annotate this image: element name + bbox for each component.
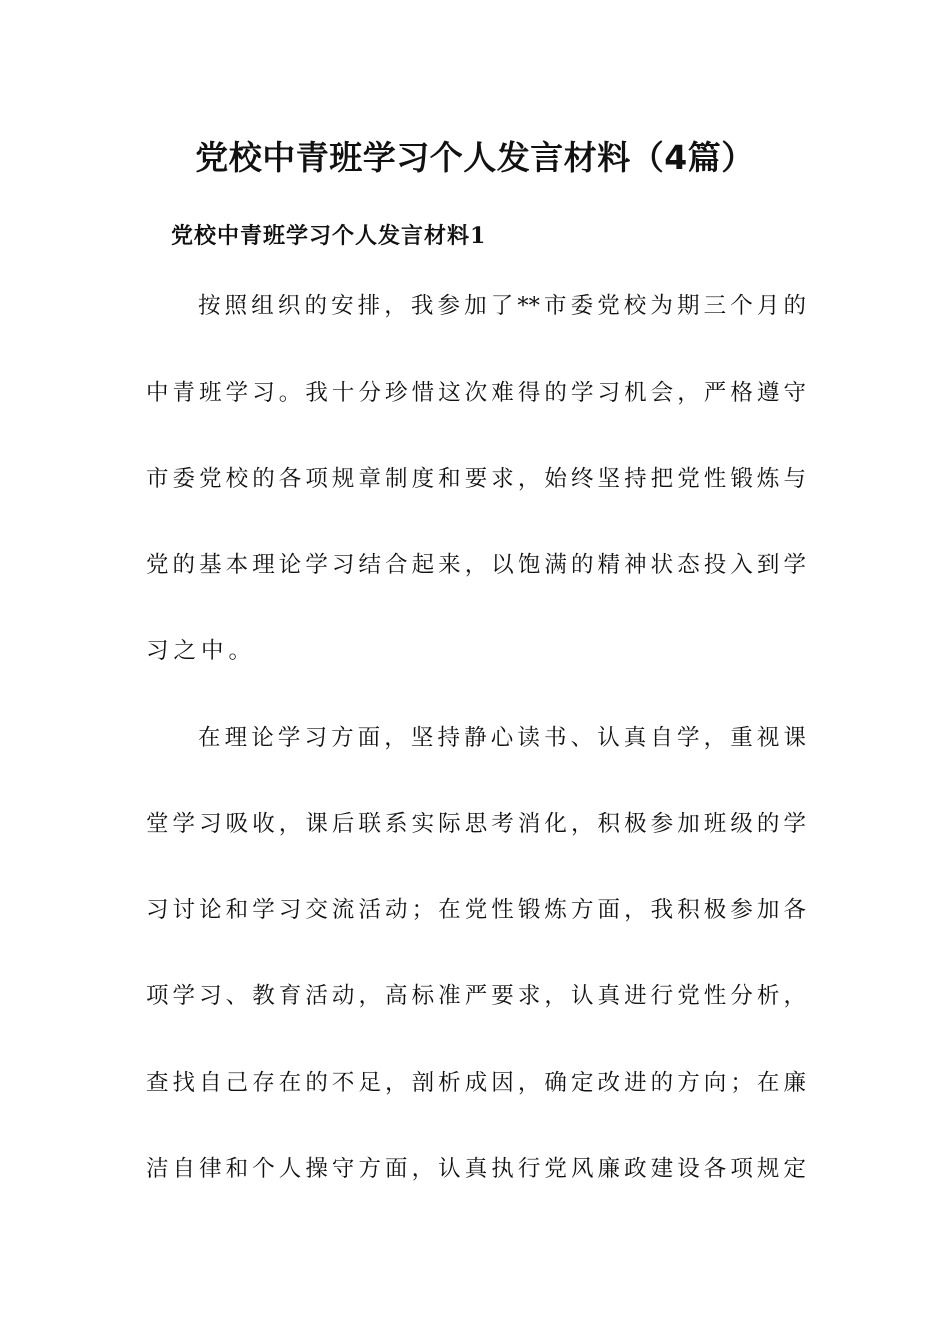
paragraph-1-line-4: 党的基本理论学习结合起来，以饱满的精神状态投入到学: [146, 552, 806, 578]
document-title: 党校中青班学习个人发言材料（4篇）: [195, 138, 755, 177]
paragraph-1-line-3: 市委党校的各项规章制度和要求，始终坚持把党性锻炼与: [146, 466, 806, 492]
paragraph-2-line-3: 习讨论和学习交流活动；在党性锻炼方面，我积极参加各: [146, 897, 806, 923]
section-title: 党校中青班学习个人发言材料1: [171, 223, 487, 249]
paragraph-1-line-2: 中青班学习。我十分珍惜这次难得的学习机会，严格遵守: [146, 380, 806, 406]
paragraph-2-line-2: 堂学习吸收，课后联系实际思考消化，积极参加班级的学: [146, 811, 806, 837]
paragraph-2-line-4: 项学习、教育活动，高标准严要求，认真进行党性分析，: [146, 983, 806, 1009]
paragraph-2-line-1: 在理论学习方面，坚持静心读书、认真自学，重视课: [198, 725, 806, 751]
paragraph-2-line-5: 查找自己存在的不足，剖析成因，确定改进的方向；在廉: [146, 1070, 806, 1096]
paragraph-1-line-5: 习之中。: [146, 638, 257, 664]
paragraph-1-line-1: 按照组织的安排，我参加了**市委党校为期三个月的: [198, 293, 806, 319]
paragraph-2-line-6: 洁自律和个人操守方面，认真执行党风廉政建设各项规定: [146, 1156, 806, 1182]
